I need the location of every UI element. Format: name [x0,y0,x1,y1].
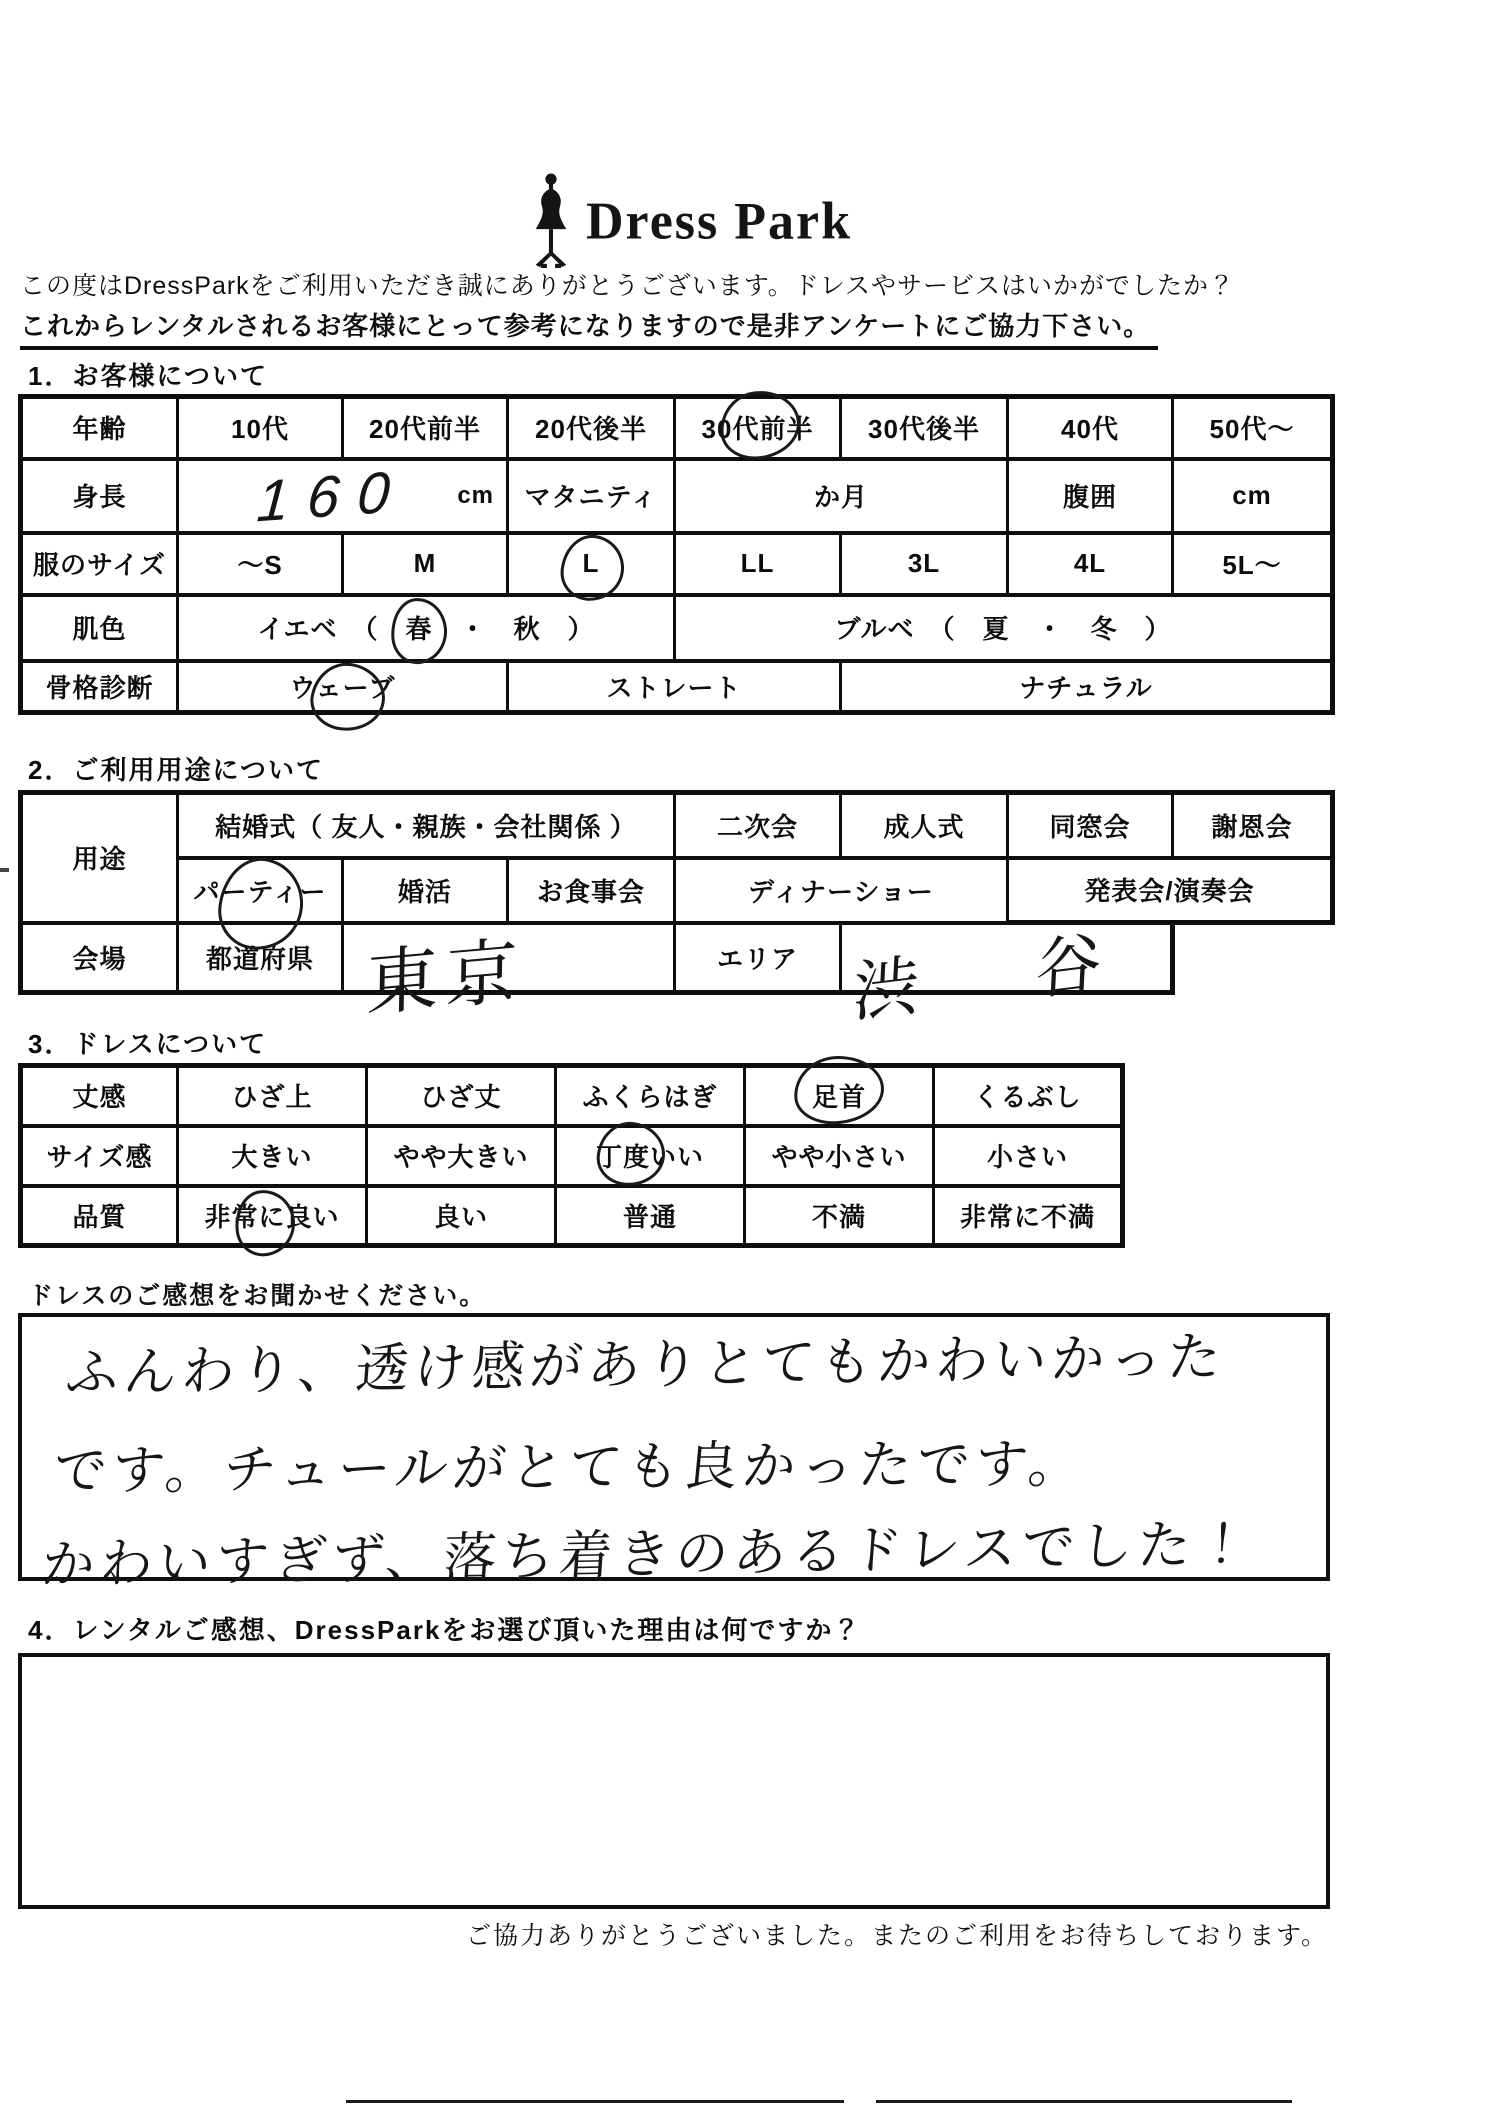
quality-option-unsatisfied: 不満 [745,1186,934,1246]
age-option-40s: 40代 [1008,397,1173,459]
prefecture-value-cell [343,923,675,1025]
purpose-option-afterparty: 二次会 [675,793,841,858]
purpose-row-1 [21,793,1333,858]
size-option-5l: 5L～ [1173,533,1333,595]
feedback-answer-box [18,1313,1330,1596]
logo [528,172,852,270]
frame-option-straight: ストレート [508,661,841,713]
quality-label: 品質 [21,1186,178,1246]
size-row [21,533,1333,595]
skin-tone-row [21,595,1333,661]
scan-artifact-line [346,2100,844,2103]
section2-heading: 2．ご利用用途について [28,755,324,785]
size-option-3l: 3L [841,533,1008,595]
fit-row [21,1126,1123,1186]
purpose-option-coming-of-age: 成人式 [841,793,1008,858]
fit-option-slightly-small: やや小さい [745,1126,934,1186]
customer-table [18,394,1335,715]
frame-diagnosis-row [21,661,1333,713]
handwritten-feedback-line-3: かわいすぎず、落ち着きのあるドレスでした！ [39,1514,1256,1596]
intro-line-2: これからレンタルされるお客様にとって参考になりますので是非アンケートにご協力下さい。 [20,306,1158,350]
fit-label: サイズ感 [21,1126,178,1186]
age-label: 年齢 [21,397,178,459]
fit-option-slightly-large: やや大きい [367,1126,556,1186]
handwritten-height-value: 160 [254,458,410,534]
purpose-option-thanks-party: 謝恩会 [1173,793,1333,858]
skin-option-yellow-base-label: イエベ （ 春 ・ 秋 ） [257,614,595,644]
fit-option-large: 大きい [178,1126,367,1186]
waist-unit-cell: cm [1173,459,1333,533]
skin-tone-label: 肌色 [21,595,178,661]
feedback-prompt: ドレスのご感想をお聞かせください。 [28,1282,487,1310]
handwritten-feedback-line-2: です。チュールがとても良かったです。 [50,1434,1090,1502]
handwritten-prefecture-value: 東京 [365,930,527,1025]
venue-row [21,923,1333,993]
quality-option-very-good [178,1186,367,1246]
length-label: 丈感 [21,1066,178,1126]
age-option-early-30s-label: 30代前半 [701,414,814,445]
maternity-label: マタニティ [508,459,675,533]
closing-text: ご協力ありがとうございました。またのご利用をお待ちしております。 [465,1922,1328,1950]
length-option-knee: ひざ丈 [367,1066,556,1126]
purpose-label: 用途 [21,793,178,923]
section4-heading: 4．レンタルご感想、DressParkをお選び頂いた理由は何ですか？ [28,1615,862,1645]
skin-option-blue-base: ブルベ （ 夏 ・ 冬 ） [675,595,1333,661]
scan-artifact-mark [0,868,9,872]
scan-artifact-line [876,2100,1292,2103]
fit-option-just-right [556,1126,745,1186]
handwritten-area-value: 渋谷 [851,910,1221,1031]
size-option-l-label: L [582,548,600,578]
rental-reason-answer-box [18,1653,1330,1909]
age-option-50s: 50代～ [1173,397,1333,459]
purpose-option-matchmaking: 婚活 [343,858,508,923]
age-option-early-30s [675,397,841,459]
area-value-cell [841,910,1221,1031]
section3-heading: 3．ドレスについて [28,1029,268,1059]
purpose-option-party-label: パーティー [193,876,327,907]
quality-option-normal: 普通 [556,1186,745,1246]
purpose-option-dinner-party: お食事会 [508,858,675,923]
purpose-option-wedding: 結婚式（ 友人・親族・会社関係 ） [178,793,675,858]
age-option-early-20s: 20代前半 [343,397,508,459]
size-option-s: ～S [178,533,343,595]
brand-text: Dress Park [586,191,853,251]
fit-option-just-right-label: 丁度いい [595,1142,704,1172]
size-option-l [508,533,675,595]
section1-heading: 1．お客様について [28,361,268,391]
height-unit: cm [457,481,494,509]
age-row [21,397,1333,459]
purpose-option-recital: 発表会/演奏会 [1008,858,1333,923]
fit-option-small: 小さい [934,1126,1123,1186]
length-option-ankle [745,1066,934,1126]
height-row [21,459,1333,533]
usage-table [18,790,1335,1031]
waist-label: 腹囲 [1008,459,1173,533]
age-option-10s: 10代 [178,397,343,459]
size-option-ll: LL [675,533,841,595]
quality-option-good: 良い [367,1186,556,1246]
quality-option-very-good-label: 非常に良い [204,1201,340,1232]
venue-label: 会場 [21,923,178,993]
frame-option-wave [178,661,508,713]
frame-option-natural: ナチュラル [841,661,1333,713]
age-option-late-20s: 20代後半 [508,397,675,459]
size-option-4l: 4L [1008,533,1173,595]
frame-diagnosis-label: 骨格診断 [21,661,178,713]
frame-option-wave-label: ウェーブ [289,672,396,703]
dress-form-icon [528,172,574,270]
length-option-anklebone: くるぶし [934,1066,1123,1126]
area-label: エリア [675,923,841,993]
size-option-m: M [343,533,508,595]
age-option-late-30s: 30代後半 [841,397,1008,459]
skin-option-yellow-base [178,595,675,661]
length-option-ankle-label: 足首 [811,1082,866,1113]
length-option-above-knee: ひざ上 [178,1066,367,1126]
length-option-calf: ふくらはぎ [556,1066,745,1126]
purpose-option-reunion: 同窓会 [1008,793,1173,858]
quality-row [21,1186,1123,1246]
handwritten-feedback-line-1: ふんわり、透け感がありとてもかわいかった [63,1327,1228,1404]
quality-option-very-unsatisfied: 非常に不満 [934,1186,1123,1246]
purpose-option-dinner-show: ディナーショー [675,858,1008,923]
intro-line-1: この度はDressParkをご利用いただき誠にありがとうございます。ドレスやサービスはいかがでしたか？ [20,272,1235,300]
height-value-cell [178,459,508,533]
dress-table [18,1063,1125,1248]
maternity-months-cell: か月 [675,459,1008,533]
prefecture-label: 都道府県 [178,923,343,993]
height-label: 身長 [21,459,178,533]
length-row [21,1066,1123,1126]
size-label: 服のサイズ [21,533,178,595]
purpose-option-party [178,858,343,923]
